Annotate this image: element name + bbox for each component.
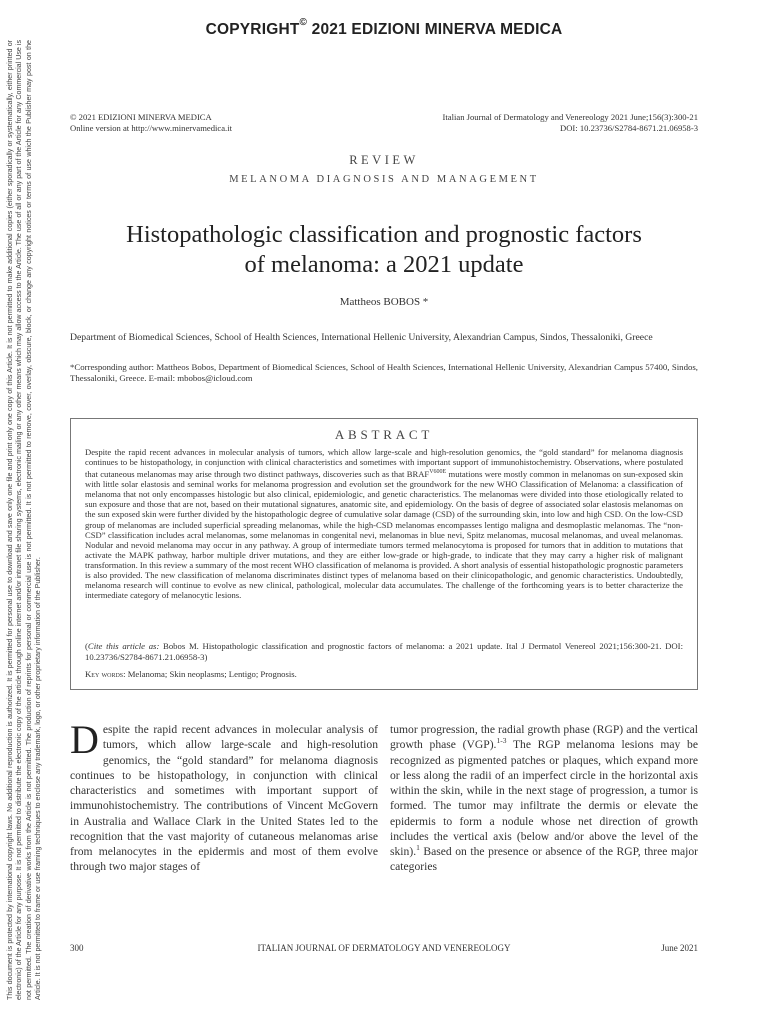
reference-1: 1 [416, 843, 420, 853]
banner-symbol: © [299, 17, 308, 28]
cite-text: Bobos M. Histopathologic classification and prognostic factors of melanoma: a 2021 update. Ital J Dermatol Venereol 2021;156:300-21. DOI: 10.23736/S2784-8671.21.06958-3) [85, 641, 683, 662]
keywords-label: Key words: [85, 669, 126, 679]
cite-open: ( [85, 641, 88, 651]
footer-journal: ITALIAN JOURNAL OF DERMATOLOGY AND VENEREOLOGY [257, 943, 511, 953]
right-column-text-a: tumor progression, the radial growth phase (RGP) and the vertical growth phase (VGP). [390, 723, 698, 752]
banner-left: COPYRIGHT [205, 21, 300, 39]
side-notice-text: This document is protected by international copyright laws. No additional reproduction is authorized. It is permitted for personal use to download and save only one file and print only one copy of this Article. It is not permitted to make additional copies (either sporadically or systematically, either printed or electronic) of the Article for any purpose. It is not permitted to distribute the electronic copy of the article through online internet and/or intranet file sharing systems, electronic mailing or any other means which may allow access to the Article. The use of all or any part of the Article for any Commercial Use is not permitted. The creation of derivative works from the Article is not permitted. The production of reprints for personal or commercial use is not permitted. It is not permitted to remove, cover, overlay, obscure, block, or change any copyright notices or terms of use which the Publisher may post on the Article. It is not permitted to frame or use framing techniques to enclose any trademark, logo, or other proprietary information of the Publisher. [6, 40, 43, 1000]
copyright-side-notice [6, 40, 64, 1000]
corresponding-author: *Corresponding author: Mattheos Bobos, Department of Biomedical Sciences, School of Health Sciences, International Hellenic University, Alexandrian Campus 57400, Sindos, Thessaloniki, Greece. E-mail: mbobos@icloud.com [70, 362, 698, 383]
title-line-2: of melanoma: a 2021 update [244, 251, 524, 278]
abstract-part-2: mutations were mostly common in melanomas on sun-exposed skin with little solar elastosis and seminal works for melanoma progression and evolution set the groundwork for the new WHO Classification of Melanoma: a classification of melanoma that not only encompasses histologic but also clinical, epidemiologic, and genetic characteristics. The melanomas were divided into those etiologically related to sun exposure and those that are not, based on their mutational signatures, anatomic site, and epidemiology. On the basis of degree of associated solar elastosis melanomas on the sun exposed skin were further divided by the histopathologic degree of cumulative solar damage (CSD) of the surrounding skin, into low and high CSD. On the low-CSD group of melanomas are included superficial spreading melanomas, while the high-CSD melanomas encompasses lentigo maligna and desmoplastic melanomas. The “non-CSD” classification includes acral melanomas, some melanomas in congenital nevi, melanomas in blue nevi, Spitz melanomas, mucosal melanomas, and uveal melanomas. Nodular and nevoid melanoma may occur in any pathway. A group of intermediate tumors termed melanocytoma is proposed for tumors that in addition to mutations that activate the MAPK pathway, harbor multiple driver mutations, and they are either low-grade or high-grade, to indicate that they may carry a higher risk of malignant transformation. In this review a summary of the most recent WHO classification of melanoma is provided. A short analysis of essential histopathologic prognostic parameters is also provided. The new classification of melanoma discriminates distinct types of melanoma based on their clinicopathologic, and genomic characteristics. Undoubtedly, melanoma research will continue to evolve as new clinical, pathological, molecular data accumulates. The challenge of the forthcoming years is to better characterize the intermediate category of melanocytic lesions. [85, 469, 683, 601]
left-column-text: espite the rapid recent advances in molecular analysis of tumors, which allow large-scale and high-resolution genomics, the “gold standard” for melanoma diagnosis continues to be histopathology, in conjunction with clinical characteristics and sometimes with important support of immunohistochemistry. The contributions of Vincent McGovern in Australia and Wallace Clark in the United States led to the recognition that the vast majority of cutaneous melanomas arise from melanocytes in the epidermis and most of them evolve through two major stages of [70, 723, 378, 874]
abstract-box [70, 418, 698, 690]
keywords [85, 669, 683, 680]
article-title [70, 220, 698, 280]
right-column-text-c: Based on the presence or absence of the RGP, three major categories [390, 845, 698, 874]
abstract-text [85, 447, 683, 600]
online-version-line: Online version at http://www.minervamedica.it [70, 123, 232, 133]
page-number: 300 [70, 943, 84, 953]
banner-right: 2021 EDIZIONI MINERVA MEDICA [311, 21, 563, 39]
reference-1-3: 1-3 [496, 736, 507, 746]
cite-this-article [85, 641, 683, 662]
cite-label: Cite this article as: [87, 641, 160, 651]
header-publisher-block [70, 112, 232, 134]
body-column-right [390, 722, 698, 875]
author-name: Mattheos BOBOS * [339, 296, 429, 308]
copyright-banner [64, 17, 704, 39]
right-column-text-b: The RGP melanoma lesions may be recognized as pigmented patches or plaques, which expand more or less along the radii of an imperfect circle in the horizontal axis within the skin, while in the next stage of progression, a tumor is formed. The tumor may infiltrate the dermis or elevate the epidermis to form a nodule whose net direction of growth includes the vertical axis (below and/or above the level of the skin). [390, 738, 698, 858]
author-affiliation: Department of Biomedical Sciences, School of Health Sciences, International Hellenic University, Alexandrian Campus, Sindos, Thessaloniki, Greece [70, 332, 653, 343]
title-line-1: Histopathologic classification and prognostic factors [126, 221, 642, 248]
abstract-heading: ABSTRACT [334, 427, 434, 442]
body-column-left [70, 717, 378, 875]
publisher-line: © 2021 EDIZIONI MINERVA MEDICA [70, 112, 212, 122]
doi-line: DOI: 10.23736/S2784-8671.21.06958-3 [560, 123, 698, 133]
abstract-superscript: V600E [429, 469, 447, 476]
abstract-part-1: Despite the rapid recent advances in molecular analysis of tumors, which allow large-scale and high-resolution genomics, the “gold standard” for melanoma diagnosis continues to be histopathology, in conjunction with clinical characteristics and sometimes with important support of immunohistochemistry. Observations, where postulated that cutaneous melanomas may arise through two distinct pathways, discoveries such as that BRAF [85, 447, 683, 480]
section-label: REVIEW [349, 153, 419, 167]
keywords-list: Melanoma; Skin neoplasms; Lentigo; Prognosis. [125, 669, 297, 679]
section-subtitle: MELANOMA DIAGNOSIS AND MANAGEMENT [229, 174, 539, 185]
footer-date: June 2021 [661, 943, 698, 953]
drop-cap: D [70, 717, 99, 762]
header-citation-block [443, 112, 698, 134]
journal-reference: Italian Journal of Dermatology and Venereology 2021 June;156(3):300-21 [442, 112, 698, 122]
